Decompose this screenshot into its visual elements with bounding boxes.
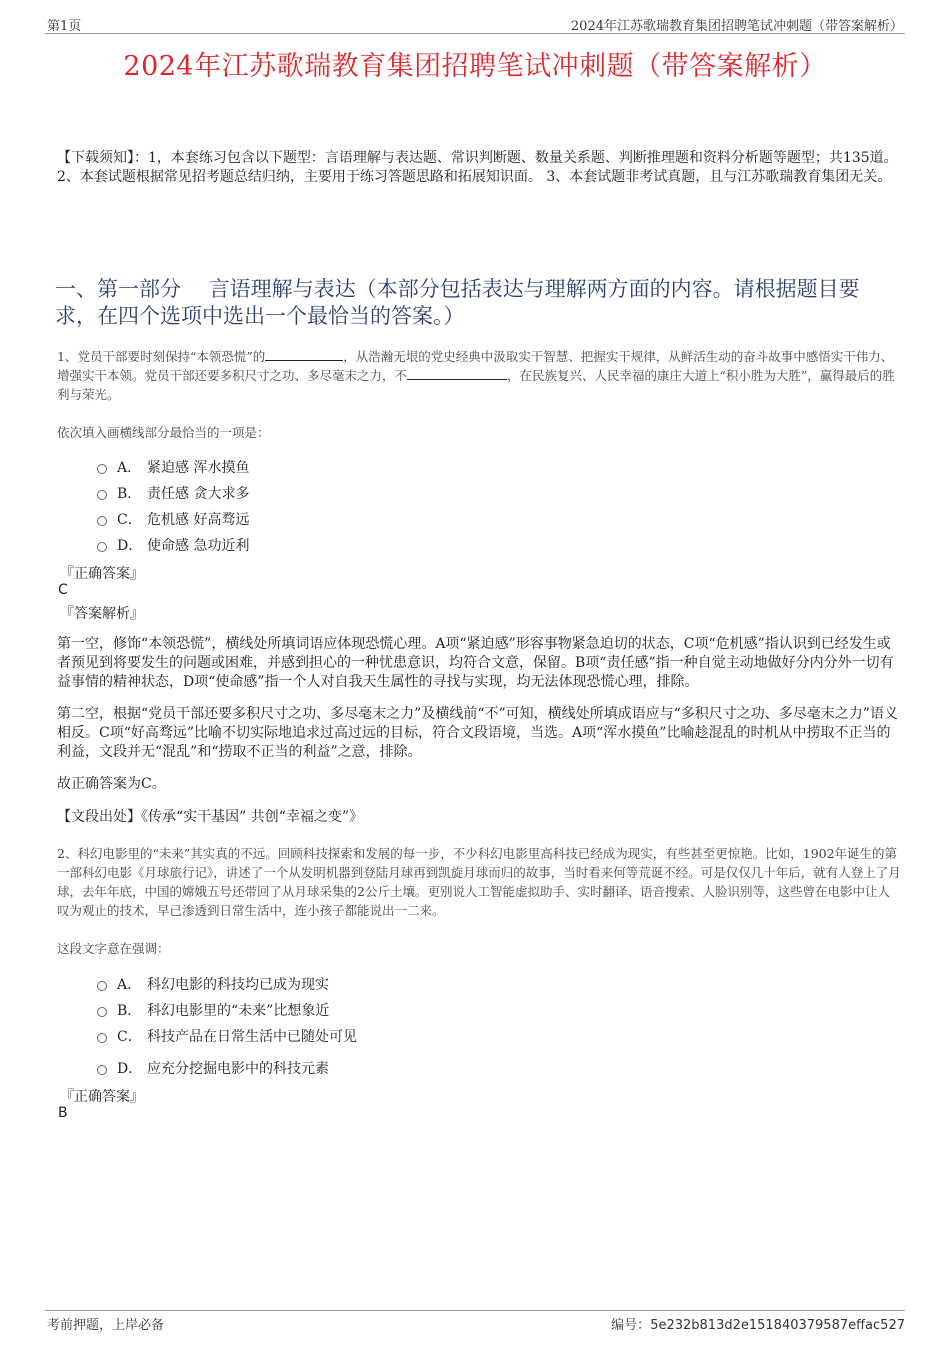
footer-divider — [45, 1310, 905, 1311]
question-1-source: 【文段出处】《传承“实干基因” 共创“幸福之变”》 — [57, 809, 364, 825]
radio-icon[interactable] — [97, 490, 107, 500]
section-heading: 一、第一部分 言语理解与表达（本部分包括表达与理解两方面的内容。请根据题目要求，在四个选项中选出一个最恰当的答案。） — [55, 277, 860, 328]
question-1-prompt: 依次填入画横线部分最恰当的一项是： — [57, 425, 270, 440]
question-2-option-b[interactable]: B． 科幻电影里的“未来”比想象近 — [97, 1000, 329, 1020]
question-2-option-a[interactable]: A． 科幻电影的科技均已成为现实 — [97, 974, 329, 994]
footer-code — [611, 1314, 905, 1333]
question-2-answer-label: 『正确答案』 — [60, 1089, 144, 1105]
question-2-answer: B — [58, 1105, 68, 1121]
radio-icon[interactable] — [97, 981, 107, 991]
question-1-analysis-1: 第一空，修饰“本领恐慌”，横线处所填词语应体现恐慌心理。A项“紧迫感”形容事物紧急迫切的状态，C项“危机感”指认识到已经发生或者预见到将要发生的问题或困难，并感到担心的一种忧患意识，均符合文意，保留。B项“责任感”指一种自觉主动地做好分内分外一切有益事情的精神状态，D项“使命感”指一个人对自我天生属性的寻找与实现，均无法体现恐慌心理，排除。 — [57, 636, 894, 690]
question-1-text — [57, 347, 902, 404]
radio-icon[interactable] — [97, 516, 107, 526]
question-1-blank-1 — [265, 348, 343, 361]
question-1-blank-2 — [407, 367, 507, 380]
question-1-part-a: 1、党员干部要时刻保持“本领恐慌”的 — [57, 349, 266, 364]
page-number: 第1页 — [47, 19, 82, 34]
question-2-prompt: 这段文字意在强调： — [57, 941, 170, 956]
radio-icon[interactable] — [97, 1007, 107, 1017]
question-1-answer-label: 『正确答案』 — [60, 566, 144, 582]
footer-code-value: 5e232b813d2e151840379587effac527 — [650, 1318, 905, 1333]
question-2-option-c[interactable]: C． 科技产品在日常生活中已随处可见 — [97, 1026, 357, 1046]
radio-icon[interactable] — [97, 464, 107, 474]
question-1-option-a[interactable]: A． 紧迫感 浑水摸鱼 — [97, 457, 249, 477]
question-1-analysis-2: 第二空，根据“党员干部还要多积尺寸之功、多尽毫末之力”及横线前“不”可知，横线处所填成语应与“多积尺寸之功、多尽毫末之力”语义相反。C项“好高骛远”比喻不切实际地追求过高过远的目标，符合文段语境，当选。A项“浑水摸鱼”比喻趁混乱的时机从中捞取不正当的利益，文段并无“混乱”和“捞取不正当的利益”之意，排除。 — [57, 706, 898, 760]
question-1-option-b[interactable]: B． 责任感 贪大求多 — [97, 483, 249, 503]
header-divider — [45, 33, 905, 34]
question-1-option-d[interactable]: D． 使命感 急功近利 — [97, 535, 249, 555]
footer-slogan: 考前押题，上岸必备 — [47, 1318, 165, 1333]
question-1-option-c[interactable]: C． 危机感 好高骛远 — [97, 509, 249, 529]
download-notice: 【下载须知】：1，本套练习包含以下题型：言语理解与表达题、常识判断题、数量关系题、判断推理题和资料分析题等题型；共135道。 2、本套试题根据常见招考题总结归纳，主要用于练习答题思路和拓展知识面。 3、本套试题非考试真题，且与江苏歌瑞教育集团无关。 — [57, 150, 898, 185]
document-title: 2024年江苏歌瑞教育集团招聘笔试冲刺题（带答案解析） — [123, 51, 827, 82]
footer-code-label: 编号： — [611, 1318, 651, 1333]
radio-icon[interactable] — [97, 1065, 107, 1075]
radio-icon[interactable] — [97, 542, 107, 552]
question-1-conclusion: 故正确答案为C。 — [57, 776, 166, 792]
header-doc-title: 2024年江苏歌瑞教育集团招聘笔试冲刺题（带答案解析） — [570, 19, 903, 34]
radio-icon[interactable] — [97, 1033, 107, 1043]
question-1-part-c: ，在民族复兴、人民幸福的康庄大道上“积小胜为大胜”，赢得最后的胜利与荣光。 — [57, 368, 895, 402]
question-1-part-b: ，从浩瀚无垠的党史经典中汲取实干智慧、把握实干规律，从鲜活生动的奋斗故事中感悟实干伟力、增强实干本领。党员干部还要多积尺寸之功、多尽毫末之力，不 — [57, 349, 894, 383]
question-1-analysis-label: 『答案解析』 — [60, 606, 144, 622]
question-2-text: 2、科幻电影里的“未来”其实真的不远。回顾科技探索和发展的每一步，不少科幻电影里高科技已经成为现实，有些甚至更惊艳。比如，1902年诞生的第一部科幻电影《月球旅行记》，讲述了一个从发明机器到登陆月球再到凯旋月球而归的故事，当时看来何等荒诞不经。可是仅仅几十年后，就有人登上了月球，去年年底，中国的嫦娥五号还带回了从月球采集的2公斤土壤。更别说人工智能虚拟助手、实时翻译、语音搜索、人脸识别等，这些曾在电影中让人叹为观止的技术，早已渗透到日常生活中，连小孩子都能说出一二来。 — [57, 846, 901, 918]
question-1-answer: C — [58, 582, 68, 598]
question-2-option-d[interactable]: D． 应充分挖掘电影中的科技元素 — [97, 1058, 329, 1078]
